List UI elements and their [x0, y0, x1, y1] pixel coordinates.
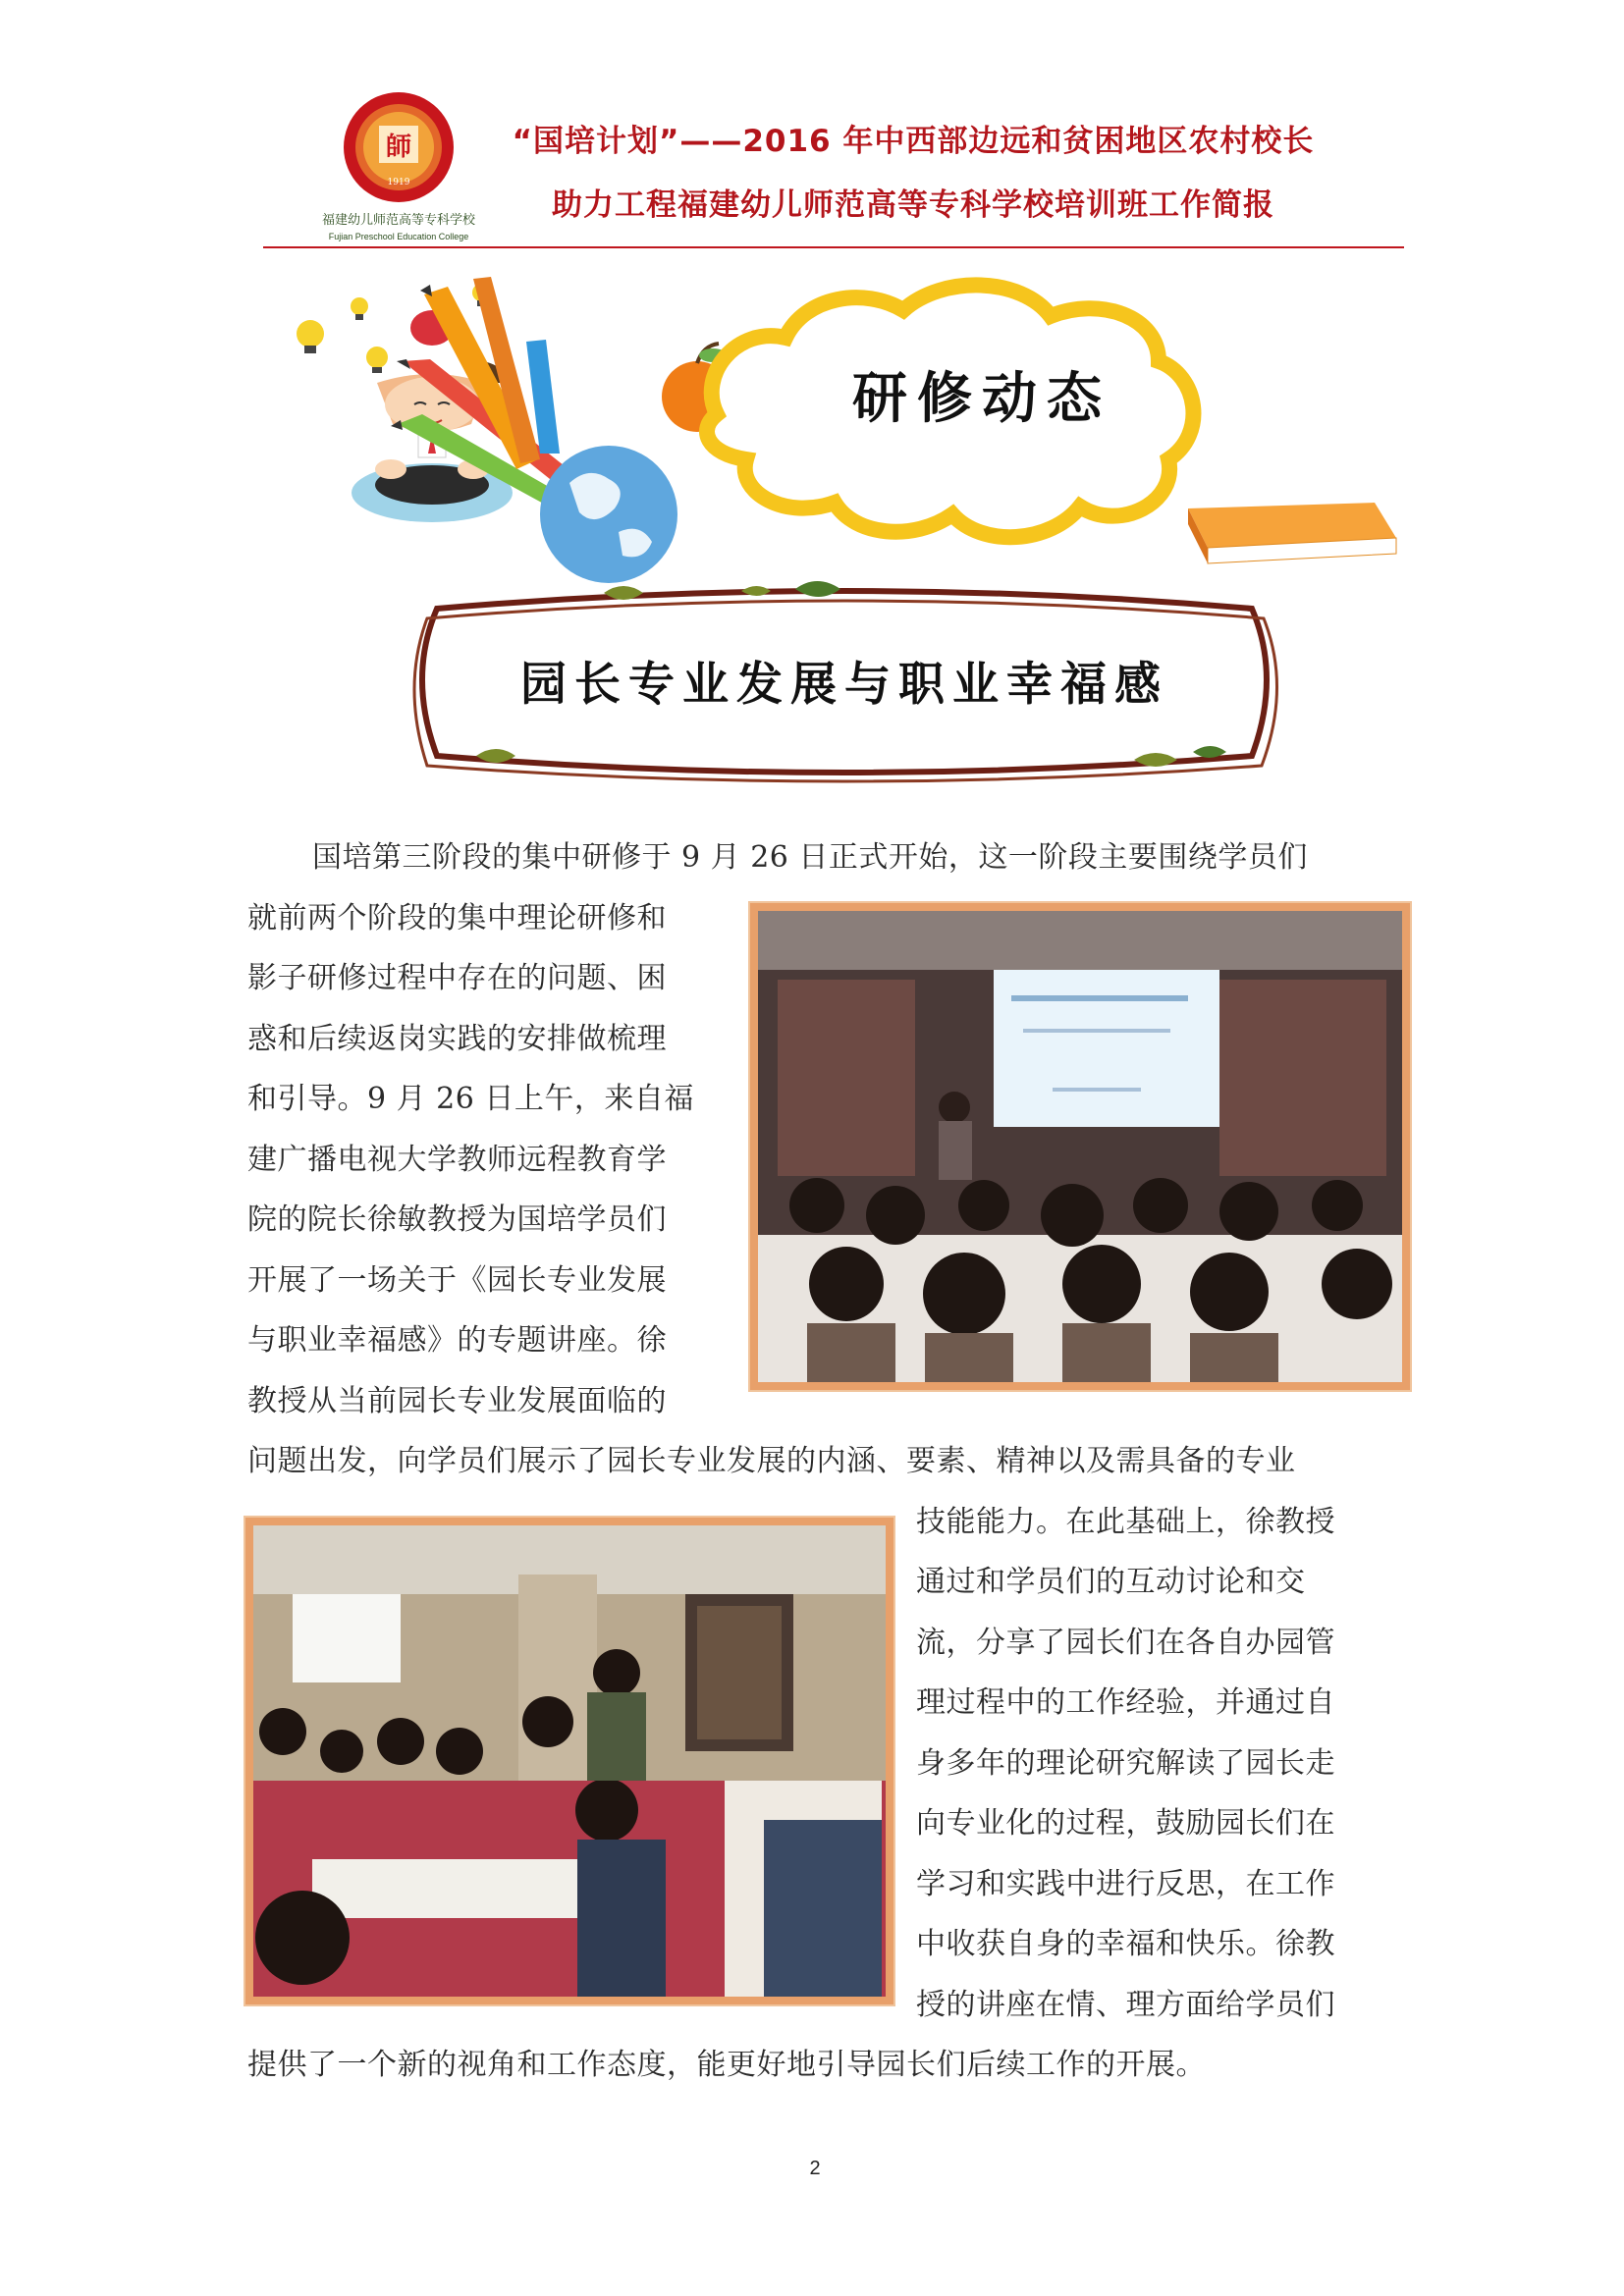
- body-line-2: 就前两个阶段的集中理论研修和: [247, 901, 667, 935]
- header-title-line1: “国培计划”——2016 年中西部边远和贫困地区农村校长: [512, 124, 1315, 159]
- body-line-14: 流，分享了园长们在各自办园管: [916, 1626, 1335, 1660]
- body-line-13: 通过和学员们的互动讨论和交: [916, 1565, 1306, 1599]
- body-line-21: 提供了一个新的视角和工作态度，能更好地引导园长们后续工作的开展。: [247, 2048, 1206, 2082]
- body-line-10: 教授从当前园长专业发展面临的: [247, 1384, 667, 1418]
- body-line-18: 学习和实践中进行反思，在工作: [916, 1867, 1335, 1901]
- body-line-16: 身多年的理论研究解读了园长走: [916, 1746, 1335, 1781]
- body-line-15: 理过程中的工作经验，并通过自: [916, 1685, 1335, 1720]
- logo-name-en: Fujian Preschool Education College: [328, 232, 469, 241]
- article-title: 园长专业发展与职业幸福感: [520, 658, 1168, 712]
- globe-icon: [540, 446, 677, 583]
- body-line-5: 和引导。9 月 26 日上午，来自福: [247, 1082, 694, 1116]
- projector-screen: [994, 970, 1219, 1127]
- body-line-1: 国培第三阶段的集中研修于 9 月 26 日正式开始，这一阶段主要围绕学员们: [312, 840, 1308, 875]
- body-line-12: 技能能力。在此基础上，徐教授: [916, 1505, 1335, 1539]
- body-line-4: 惑和后续返岗实践的安排做梳理: [247, 1022, 667, 1056]
- lecture-photo-1: [748, 901, 1412, 1392]
- header-title-line2: 助力工程福建幼儿师范高等专科学校培训班工作简报: [552, 187, 1274, 223]
- body-line-17: 向专业化的过程，鼓励园长们在: [916, 1806, 1335, 1841]
- projector-screen: [293, 1594, 401, 1682]
- logo-name-cn: 福建幼儿师范高等专科学校: [321, 213, 476, 228]
- svg-text:師: 師: [385, 133, 412, 162]
- book-icon: [1188, 503, 1396, 563]
- body-line-3: 影子研修过程中存在的问题、困: [247, 961, 667, 995]
- section-title: 研修动态: [852, 367, 1111, 431]
- body-line-19: 中收获自身的幸福和快乐。徐教: [916, 1927, 1335, 1961]
- body-line-11: 问题出发，向学员们展示了园长专业发展的内涵、要素、精神以及需具备的专业: [247, 1444, 1296, 1478]
- body-line-7: 院的院长徐敏教授为国培学员们: [247, 1202, 667, 1237]
- page-number: 2: [809, 2158, 821, 2179]
- body-line-20: 授的讲座在情、理方面给学员们: [916, 1988, 1335, 2022]
- college-logo: [295, 90, 513, 247]
- body-line-6: 建广播电视大学教师远程教育学: [247, 1143, 667, 1177]
- header-divider: [263, 246, 1404, 248]
- body-line-8: 开展了一场关于《园长专业发展: [247, 1263, 667, 1298]
- logo-year: 1919: [387, 178, 410, 187]
- lecture-photo-2: [244, 1516, 895, 2006]
- body-line-9: 与职业幸福感》的专题讲座。徐: [247, 1323, 667, 1358]
